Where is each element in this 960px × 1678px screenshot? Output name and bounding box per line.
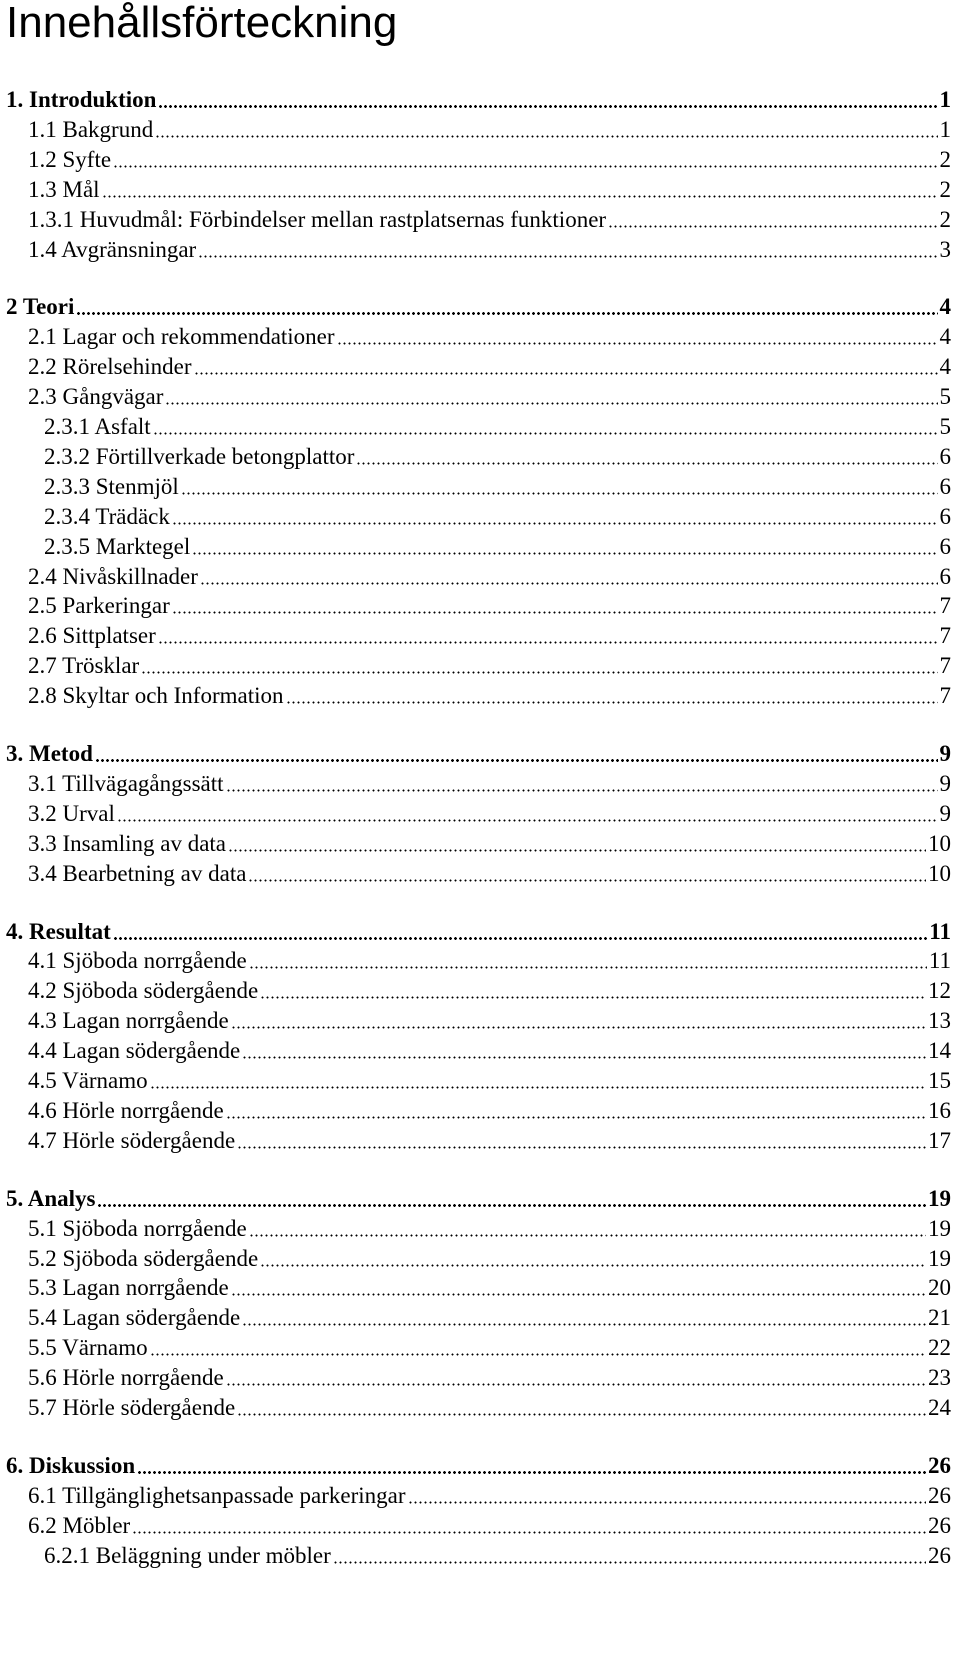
toc-entry[interactable] [44, 501, 951, 531]
toc-entry[interactable] [28, 1332, 951, 1362]
toc-entry-label: 2.7 Trösklar [28, 653, 140, 679]
toc-entry-page: 13 [928, 1008, 951, 1034]
toc-dot-leader [117, 819, 938, 822]
toc-entry-page: 15 [928, 1068, 951, 1093]
toc-entry[interactable] [28, 1302, 951, 1332]
toc-dot-leader [260, 996, 926, 999]
toc-dot-leader [249, 966, 927, 969]
toc-entry[interactable] [28, 321, 951, 351]
toc-dot-leader [76, 312, 937, 315]
toc-entry[interactable] [28, 650, 951, 680]
toc-dot-leader [113, 165, 937, 168]
toc-entry-page: 7 [939, 623, 951, 649]
toc-dot-leader [237, 1146, 926, 1149]
toc-entry-page: 9 [939, 741, 951, 766]
toc-entry-label: 2.3.3 Stenmjöl [44, 473, 179, 499]
toc-entry-label: 5.5 Värnamo [28, 1335, 148, 1361]
toc-entry[interactable] [28, 1095, 951, 1125]
toc-entry-page: 6 [939, 503, 951, 529]
toc-entry-label: 5.7 Hörle södergående [28, 1395, 236, 1420]
toc-entry-label: 4.6 Hörle norrgående [28, 1097, 224, 1123]
toc-dot-leader [231, 1026, 926, 1029]
toc-entry[interactable] [28, 798, 951, 828]
toc-entry-page: 4 [939, 354, 951, 380]
toc-entry-label: 6.2.1 Beläggning under möbler [44, 1542, 331, 1568]
toc-entry[interactable] [28, 1510, 951, 1540]
toc-entry-label: 5.6 Hörle norrgående [28, 1365, 224, 1391]
toc-entry[interactable] [6, 738, 951, 768]
toc-dot-leader [286, 701, 938, 704]
toc-entry-page: 23 [928, 1365, 951, 1391]
toc-entry[interactable] [28, 1005, 951, 1035]
toc-entry-label: 5.2 Sjöboda södergående [28, 1245, 259, 1271]
toc-dot-leader [150, 1353, 926, 1356]
toc-entry-page: 14 [928, 1038, 951, 1064]
toc-entry-page: 5 [939, 384, 951, 410]
toc-entry-page: 6 [939, 563, 951, 589]
toc-entry-label: 2 Teori [6, 294, 75, 320]
toc-dot-leader [172, 611, 938, 614]
toc-entry[interactable] [28, 768, 951, 798]
toc-dot-leader [155, 135, 937, 138]
toc-dot-leader [137, 1471, 926, 1474]
toc-dot-leader [165, 402, 937, 405]
toc-entry[interactable] [6, 1450, 951, 1480]
toc-dot-leader [200, 582, 938, 585]
toc-dot-leader [97, 1204, 926, 1207]
toc-entry[interactable] [6, 84, 951, 114]
toc-entry-label: 3. Metod [6, 741, 93, 766]
toc-entry-page: 1 [939, 116, 951, 142]
toc-entry[interactable] [6, 291, 951, 321]
toc-entry-label: 4. Resultat [6, 918, 111, 944]
toc-entry-label: 4.3 Lagan norrgående [28, 1008, 229, 1034]
toc-dot-leader [248, 879, 926, 882]
toc-dot-leader [153, 432, 938, 435]
toc-entry-label: 1.3.1 Huvudmål: Förbindelser mellan rastplatsernas funktioner [28, 206, 607, 232]
toc-entry[interactable] [44, 1540, 951, 1570]
toc-entry[interactable] [28, 234, 951, 264]
toc-entry[interactable] [44, 411, 951, 441]
toc-entry[interactable] [28, 975, 951, 1005]
toc-entry-label: 1. Introduktion [6, 87, 157, 112]
toc-dot-leader [408, 1501, 926, 1504]
toc-dot-leader [226, 1383, 926, 1386]
toc-entry-page: 10 [928, 830, 951, 856]
toc-entry[interactable] [28, 1213, 951, 1243]
toc-dot-leader [242, 1323, 926, 1326]
toc-entry-page: 5 [939, 414, 951, 439]
toc-entry-label: 1.3 Mål [28, 176, 100, 202]
toc-entry-page: 2 [939, 146, 951, 172]
toc-dot-leader [192, 552, 937, 555]
toc-entry-page: 7 [939, 593, 951, 619]
toc-dot-leader [226, 1116, 926, 1119]
toc-entry-label: 3.3 Insamling av data [28, 830, 227, 856]
toc-entry[interactable] [28, 1392, 951, 1422]
toc-dot-leader [228, 849, 926, 852]
toc-entry-page: 10 [928, 860, 951, 886]
toc-entry[interactable] [28, 680, 951, 710]
toc-entry[interactable] [44, 441, 951, 471]
toc-dot-leader [113, 937, 927, 940]
toc-entry-page: 4 [939, 324, 951, 350]
toc-entry[interactable] [28, 828, 951, 858]
toc-entry-label: 2.6 Sittplatser [28, 623, 156, 649]
toc-entry-page: 6 [939, 443, 951, 469]
toc-entry-page: 9 [939, 770, 951, 796]
toc-entry[interactable] [28, 204, 951, 234]
toc-entry-label: 4.1 Sjöboda norrgående [28, 948, 247, 974]
toc-entry-label: 2.5 Parkeringar [28, 593, 170, 619]
toc-entry[interactable] [6, 916, 951, 946]
toc-entry-label: 1.2 Syfte [28, 146, 112, 172]
toc-entry-label: 5.4 Lagan södergående [28, 1305, 241, 1331]
toc-entry[interactable] [28, 1125, 951, 1155]
toc-entry[interactable] [28, 1243, 951, 1273]
toc-dot-leader [249, 1234, 926, 1237]
toc-entry[interactable] [28, 1362, 951, 1392]
toc-entry-page: 2 [939, 176, 951, 202]
toc-dot-leader [181, 492, 938, 495]
toc-dot-leader [231, 1293, 926, 1296]
toc-entry-label: 3.4 Bearbetning av data [28, 860, 247, 886]
toc-entry-label: 3.1 Tillvägagångssätt [28, 770, 224, 796]
toc-entry-label: 5.1 Sjöboda norrgående [28, 1215, 247, 1241]
toc-entry-label: 2.2 Rörelsehinder [28, 354, 192, 380]
toc-entry[interactable] [28, 1272, 951, 1302]
toc-dot-leader [172, 522, 938, 525]
toc-entry-label: 4.7 Hörle södergående [28, 1127, 236, 1153]
toc-entry-label: 6.1 Tillgänglighetsanpassade parkeringar [28, 1482, 406, 1508]
toc-entry[interactable] [28, 858, 951, 888]
toc-dot-leader [242, 1056, 926, 1059]
toc-dot-leader [198, 255, 937, 258]
toc-entry-page: 3 [939, 236, 951, 262]
toc-entry-label: 3.2 Urval [28, 800, 115, 826]
toc-dot-leader [337, 342, 938, 345]
toc-entry-page: 16 [928, 1097, 951, 1123]
toc-dot-leader [356, 462, 937, 465]
toc-entry-page: 19 [928, 1185, 951, 1211]
toc-entry[interactable] [28, 114, 951, 144]
toc-entry-page: 22 [928, 1335, 951, 1361]
toc-entry-page: 1 [939, 87, 951, 112]
toc-entry-page: 17 [928, 1127, 951, 1153]
toc-entry-label: 2.1 Lagar och rekommendationer [28, 324, 335, 350]
toc-entry-label: 2.3.5 Marktegel [44, 533, 191, 559]
toc-entry-label: 2.3.2 Förtillverkade betongplattor [44, 443, 355, 469]
toc-dot-leader [132, 1531, 926, 1534]
toc-dot-leader [102, 195, 938, 198]
toc-dot-leader [237, 1413, 926, 1416]
toc-entry-page: 7 [939, 653, 951, 679]
toc-entry-page: 26 [928, 1482, 951, 1508]
toc-entry-page: 6 [939, 533, 951, 559]
toc-entry-page: 19 [928, 1245, 951, 1271]
toc-entry[interactable] [28, 351, 951, 381]
toc-entry-page: 26 [928, 1542, 951, 1568]
toc-entry[interactable] [44, 471, 951, 501]
toc-dot-leader [95, 759, 938, 762]
page-title: Innehållsförteckning [6, 0, 398, 47]
toc-dot-leader [333, 1561, 926, 1564]
toc-entry-page: 21 [928, 1305, 951, 1331]
toc-entry-label: 6.2 Möbler [28, 1512, 131, 1538]
toc-dot-leader [608, 225, 937, 228]
toc-entry-page: 26 [928, 1512, 951, 1538]
toc-entry[interactable] [28, 590, 951, 620]
toc-entry-label: 5. Analys [6, 1185, 96, 1211]
toc-entry-page: 2 [939, 206, 951, 232]
toc-entry[interactable] [28, 561, 951, 591]
toc-entry-page: 26 [928, 1452, 951, 1478]
toc-entry-label: 4.5 Värnamo [28, 1068, 148, 1093]
toc-entry-label: 2.3.4 Trädäck [44, 503, 170, 529]
toc-entry-label: 2.4 Nivåskillnader [28, 563, 198, 589]
toc-entry[interactable] [28, 620, 951, 650]
toc-entry-label: 1.4 Avgränsningar [28, 236, 197, 262]
toc-entry-page: 19 [928, 1215, 951, 1241]
toc-entry-page: 11 [929, 918, 951, 944]
toc-dot-leader [141, 671, 937, 674]
toc-entry-label: 2.3 Gångvägar [28, 384, 164, 410]
toc-entry-page: 24 [928, 1395, 951, 1420]
toc-entry-page: 20 [928, 1275, 951, 1301]
toc-entry[interactable] [28, 945, 951, 975]
toc-dot-leader [158, 105, 937, 108]
toc-entry-label: 4.2 Sjöboda södergående [28, 978, 259, 1004]
toc-dot-leader [150, 1086, 926, 1089]
toc-dot-leader [158, 641, 938, 644]
toc-entry-page: 9 [939, 800, 951, 826]
toc-entry[interactable] [28, 1035, 951, 1065]
toc-entry-label: 4.4 Lagan södergående [28, 1038, 241, 1064]
toc-entry-page: 12 [928, 978, 951, 1004]
toc-dot-leader [260, 1264, 926, 1267]
toc-entry[interactable] [28, 144, 951, 174]
toc-entry-label: 1.1 Bakgrund [28, 116, 154, 142]
toc-entry[interactable] [44, 531, 951, 561]
toc-entry[interactable] [28, 1480, 951, 1510]
toc-entry-label: 2.3.1 Asfalt [44, 414, 151, 439]
toc-entry[interactable] [6, 1183, 951, 1213]
toc-entry-page: 6 [939, 473, 951, 499]
toc-entry-page: 4 [939, 294, 951, 320]
toc-dot-leader [194, 372, 938, 375]
toc-entry-label: 6. Diskussion [6, 1452, 136, 1478]
toc-entry-label: 2.8 Skyltar och Information [28, 683, 284, 709]
toc-entry-page: 11 [928, 948, 951, 974]
toc-entry[interactable] [28, 381, 951, 411]
toc-entry[interactable] [28, 174, 951, 204]
toc-entry[interactable] [28, 1065, 951, 1095]
toc-entry-label: 5.3 Lagan norrgående [28, 1275, 229, 1301]
toc-entry-page: 7 [939, 683, 951, 709]
toc-dot-leader [226, 789, 938, 792]
